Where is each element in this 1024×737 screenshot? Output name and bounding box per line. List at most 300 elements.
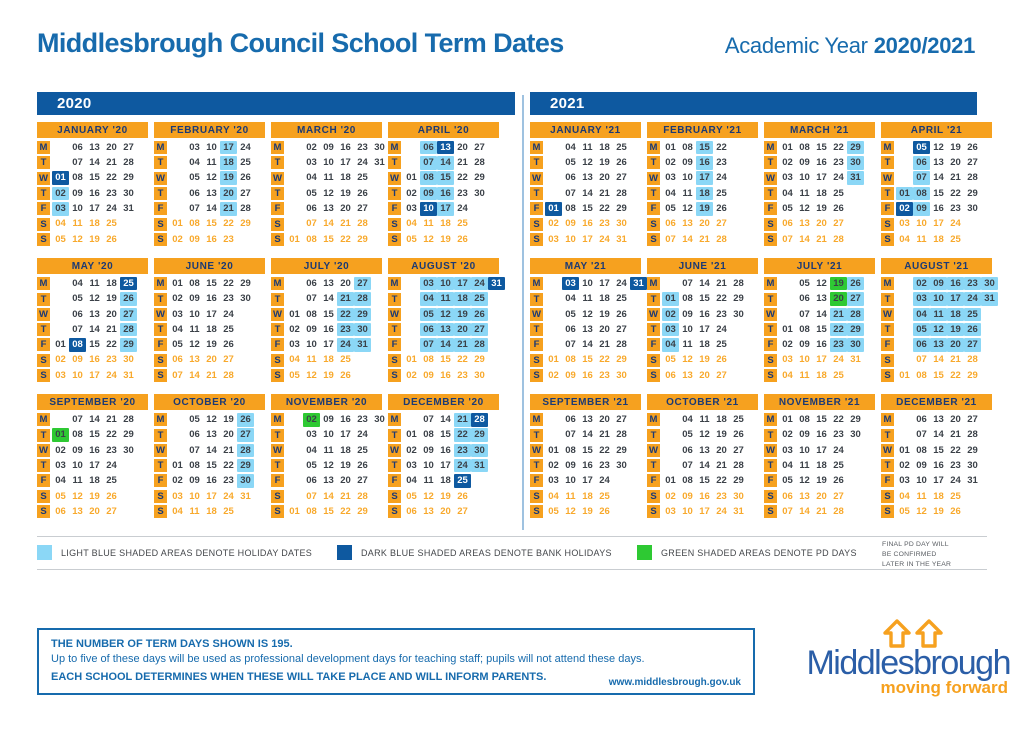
weekday-label: F (764, 338, 777, 351)
weekday-label: F (530, 202, 543, 215)
date-cell: 10 (306, 339, 317, 351)
date-cell: 25 (120, 277, 137, 291)
date-cell: 04 (189, 157, 200, 169)
date-cell: 08 (799, 141, 810, 153)
date-cell: 04 (172, 323, 183, 335)
date-cell: 08 (189, 218, 200, 230)
date-cell: 28 (616, 187, 627, 199)
date-cell: 14 (437, 156, 454, 170)
date-cell: 15 (206, 459, 217, 471)
weekday-row (271, 186, 382, 201)
date-cell: 25 (616, 293, 627, 305)
date-cell: 15 (696, 141, 713, 155)
date-cell: 07 (72, 157, 83, 169)
weekday-row (154, 186, 265, 201)
date-cell: 08 (69, 338, 86, 352)
date-cell: 01 (52, 428, 69, 442)
year-section-2021 (530, 92, 995, 518)
year-section-2020 (37, 92, 515, 518)
date-cell: 17 (440, 459, 451, 471)
weekday-label: W (154, 172, 167, 185)
date-cell: 21 (220, 202, 237, 216)
date-cell: 20 (947, 338, 964, 352)
date-cell: 24 (964, 292, 981, 306)
date-cell: 17 (816, 444, 827, 456)
weekday-label: T (271, 429, 284, 442)
date-cell: 16 (816, 157, 827, 169)
date-cell: 19 (454, 308, 471, 322)
date-cell: 25 (240, 157, 251, 169)
weekday-row (37, 216, 148, 231)
empty-cell (896, 428, 913, 442)
date-cell: 23 (599, 218, 610, 230)
date-cell: 02 (913, 277, 930, 291)
date-cell: 24 (950, 218, 961, 230)
weekday-label: S (154, 218, 167, 231)
date-cell: 06 (420, 323, 437, 337)
date-cell: 21 (950, 354, 961, 366)
date-cell: 27 (240, 187, 251, 199)
date-cell: 27 (847, 292, 864, 306)
weekday-row (271, 155, 385, 170)
date-cell: 11 (699, 414, 710, 426)
date-cell: 04 (899, 490, 910, 502)
date-cell: 03 (899, 475, 910, 487)
empty-cell (896, 323, 913, 337)
date-cell: 23 (716, 490, 727, 502)
weekday-row (154, 489, 265, 504)
weekday-row (37, 368, 148, 383)
date-cell: 12 (206, 172, 217, 184)
weekday-row (271, 140, 385, 155)
month-title: OCTOBER '20 (154, 394, 265, 410)
date-cell: 04 (665, 187, 676, 199)
weekday-row (154, 232, 265, 247)
date-cell: 08 (916, 369, 927, 381)
weekday-row (530, 216, 641, 231)
date-cell: 15 (699, 475, 710, 487)
date-cell: 30 (123, 187, 134, 199)
weekday-label: S (647, 490, 660, 503)
date-cell: 14 (323, 218, 334, 230)
date-cell: 05 (665, 203, 676, 215)
date-cell: 08 (72, 429, 83, 441)
date-cell: 08 (565, 354, 576, 366)
month-block (37, 394, 148, 519)
weekday-label: T (647, 187, 660, 200)
date-cell: 05 (289, 369, 300, 381)
date-cell: 23 (950, 203, 961, 215)
date-cell: 13 (206, 429, 217, 441)
date-cell: 30 (123, 444, 134, 456)
weekday-row (881, 186, 992, 201)
weekday-label: M (37, 413, 50, 426)
weekday-label: F (37, 338, 50, 351)
date-cell: 20 (206, 354, 217, 366)
weekday-label: T (764, 156, 777, 169)
date-cell: 16 (89, 187, 100, 199)
date-cell: 07 (665, 233, 676, 245)
date-cell: 17 (206, 308, 217, 320)
empty-cell (52, 323, 69, 337)
date-cell: 27 (120, 308, 137, 322)
date-cell: 04 (55, 475, 66, 487)
date-cell: 02 (306, 141, 317, 153)
date-cell: 12 (799, 475, 810, 487)
empty-cell (286, 444, 303, 458)
date-cell: 25 (599, 490, 610, 502)
date-cell: 10 (682, 505, 693, 517)
date-cell: 11 (189, 505, 200, 517)
date-cell: 22 (223, 277, 234, 289)
date-cell: 03 (782, 354, 793, 366)
weekday-row (530, 353, 641, 368)
empty-cell (403, 323, 420, 337)
date-cell: 12 (930, 323, 947, 337)
date-cell: 04 (306, 444, 317, 456)
date-cell: 03 (406, 203, 417, 215)
legend-item-bank-holidays (337, 545, 612, 560)
date-cell: 01 (52, 171, 69, 185)
date-cell: 01 (899, 444, 910, 456)
weekday-label: F (271, 202, 284, 215)
date-cell: 24 (106, 203, 117, 215)
month-block (647, 394, 758, 519)
weekday-row (764, 368, 875, 383)
date-cell: 26 (616, 157, 627, 169)
weekday-label: S (388, 233, 401, 246)
date-cell: 29 (123, 429, 134, 441)
date-cell: 15 (89, 172, 100, 184)
date-cell: 22 (950, 369, 961, 381)
month-block (530, 258, 644, 383)
date-cell: 10 (582, 277, 593, 289)
date-cell: 02 (289, 323, 300, 335)
empty-cell (896, 277, 913, 291)
logo-tagline: moving forward (880, 678, 1008, 697)
date-cell: 12 (423, 233, 434, 245)
date-cell: 09 (565, 459, 576, 471)
date-cell: 05 (306, 187, 317, 199)
weekday-row (37, 489, 148, 504)
month-title: OCTOBER '21 (647, 394, 758, 410)
weekday-row (271, 443, 382, 458)
date-cell: 10 (799, 354, 810, 366)
date-cell: 21 (816, 233, 827, 245)
empty-cell (403, 141, 420, 155)
date-cell: 05 (55, 233, 66, 245)
month-title: DECEMBER '20 (388, 394, 499, 410)
date-cell: 24 (454, 459, 471, 473)
date-cell: 19 (699, 354, 710, 366)
weekday-label: W (764, 308, 777, 321)
weekday-row (647, 489, 758, 504)
weekday-row (154, 216, 265, 231)
weekday-row (764, 307, 875, 322)
date-cell: 27 (833, 490, 844, 502)
term-days-info-box (37, 628, 755, 695)
date-cell: 09 (420, 187, 437, 201)
weekday-label: T (37, 293, 50, 306)
date-cell: 26 (716, 203, 727, 215)
date-cell: 30 (967, 203, 978, 215)
legend-label: GREEN SHADED AREAS DENOTE PD DAYS (661, 547, 857, 558)
empty-cell (286, 413, 303, 427)
date-cell: 20 (223, 429, 234, 441)
date-cell: 23 (716, 157, 727, 169)
weekday-label: M (647, 413, 660, 426)
date-cell: 28 (967, 429, 978, 441)
date-cell: 13 (189, 354, 200, 366)
month-title: MARCH '21 (764, 122, 875, 138)
weekday-label: T (764, 293, 777, 306)
date-cell: 04 (548, 490, 559, 502)
date-cell: 09 (189, 475, 200, 487)
date-cell: 15 (323, 505, 334, 517)
date-cell: 18 (89, 218, 100, 230)
date-cell: 07 (423, 414, 434, 426)
date-cell: 28 (354, 292, 371, 306)
weekday-row (388, 353, 499, 368)
weekday-row (388, 186, 499, 201)
date-cell: 05 (420, 308, 437, 322)
weekday-label: F (647, 338, 660, 351)
weekday-label: T (881, 323, 894, 336)
date-cell: 17 (582, 233, 593, 245)
date-cell: 17 (454, 277, 471, 291)
date-cell: 08 (189, 277, 200, 289)
date-cell: 20 (599, 323, 610, 335)
date-cell: 17 (696, 171, 713, 185)
date-cell: 19 (816, 475, 827, 487)
weekday-label: S (37, 369, 50, 382)
date-cell: 13 (437, 323, 454, 337)
date-cell: 11 (682, 187, 693, 199)
date-cell: 16 (699, 308, 710, 320)
empty-cell (52, 292, 69, 306)
date-cell: 01 (172, 218, 183, 230)
date-cell: 14 (440, 414, 451, 426)
date-cell: 06 (782, 490, 793, 502)
weekday-row (271, 368, 382, 383)
weekday-row (271, 412, 385, 427)
weekday-row (881, 412, 992, 427)
date-cell: 11 (72, 218, 83, 230)
date-cell: 24 (833, 172, 844, 184)
council-website-link[interactable]: www.middlesbrough.gov.uk (608, 677, 741, 688)
date-cell: 14 (89, 323, 100, 335)
date-cell: 27 (716, 218, 727, 230)
date-cell: 06 (565, 172, 576, 184)
weekday-label: S (530, 218, 543, 231)
date-cell: 28 (833, 233, 844, 245)
date-cell: 12 (437, 308, 454, 322)
weekday-label: M (154, 277, 167, 290)
date-cell: 21 (830, 308, 847, 322)
date-cell: 11 (799, 369, 810, 381)
weekday-row (764, 201, 875, 216)
date-cell: 24 (337, 338, 354, 352)
date-cell: 03 (420, 277, 437, 291)
date-cell: 11 (916, 233, 927, 245)
empty-cell (545, 428, 562, 442)
month-block (388, 394, 499, 519)
date-cell: 29 (474, 172, 485, 184)
month-block (271, 122, 385, 247)
weekday-row (388, 412, 499, 427)
date-cell: 28 (357, 218, 368, 230)
date-cell: 09 (189, 233, 200, 245)
date-cell: 09 (913, 202, 930, 216)
date-cell: 24 (833, 444, 844, 456)
month-title: JANUARY '21 (530, 122, 641, 138)
date-cell: 28 (716, 233, 727, 245)
date-cell: 15 (816, 414, 827, 426)
date-cell: 26 (471, 308, 488, 322)
date-cell: 24 (599, 233, 610, 245)
date-cell: 09 (799, 429, 810, 441)
date-cell: 06 (916, 414, 927, 426)
date-cell: 19 (106, 293, 117, 305)
weekday-row (530, 412, 641, 427)
date-cell: 05 (782, 475, 793, 487)
weekday-label: T (881, 429, 894, 442)
date-cell: 05 (548, 505, 559, 517)
date-cell: 19 (223, 414, 234, 426)
weekday-row (764, 276, 875, 291)
date-cell: 30 (237, 474, 254, 488)
date-cell: 25 (616, 141, 627, 153)
date-cell: 23 (106, 354, 117, 366)
date-cell: 21 (340, 490, 351, 502)
weekday-label: S (154, 505, 167, 518)
year-divider-line (522, 95, 524, 530)
date-cell: 17 (699, 323, 710, 335)
date-cell: 25 (950, 490, 961, 502)
date-cell: 12 (423, 490, 434, 502)
date-cell: 15 (582, 354, 593, 366)
date-cell: 07 (913, 171, 930, 185)
date-cell: 13 (423, 505, 434, 517)
date-cell: 02 (52, 187, 69, 201)
date-cell: 27 (471, 323, 488, 337)
weekday-label: S (271, 505, 284, 518)
date-cell: 16 (89, 444, 100, 456)
empty-cell (545, 413, 562, 427)
weekday-label: S (764, 233, 777, 246)
weekday-row (647, 140, 758, 155)
empty-cell (896, 308, 913, 322)
date-cell: 18 (206, 505, 217, 517)
date-cell: 05 (406, 233, 417, 245)
date-cell: 05 (782, 203, 793, 215)
date-cell: 29 (240, 277, 251, 289)
date-cell: 16 (947, 277, 964, 291)
date-cell: 10 (916, 475, 927, 487)
weekday-label: S (388, 505, 401, 518)
date-cell: 10 (565, 475, 576, 487)
date-cell: 07 (172, 369, 183, 381)
weekday-label: T (881, 156, 894, 169)
weekday-label: F (881, 202, 894, 215)
weekday-label: M (388, 141, 401, 154)
date-cell: 14 (206, 203, 217, 215)
date-cell: 09 (423, 369, 434, 381)
date-cell: 20 (106, 308, 117, 320)
date-cell: 05 (913, 323, 930, 337)
weekday-row (881, 216, 992, 231)
weekday-row (37, 307, 148, 322)
month-title: NOVEMBER '20 (271, 394, 382, 410)
weekday-label: F (388, 202, 401, 215)
weekday-row (530, 473, 641, 488)
date-cell: 22 (106, 429, 117, 441)
date-cell: 03 (913, 292, 930, 306)
date-cell: 25 (833, 369, 844, 381)
weekday-label: W (530, 308, 543, 321)
weekday-label: F (388, 338, 401, 351)
weekday-label: T (881, 459, 894, 472)
date-cell: 23 (357, 414, 368, 426)
date-cell: 13 (323, 277, 334, 289)
date-cell: 14 (699, 459, 710, 471)
date-cell: 23 (599, 369, 610, 381)
date-cell: 18 (89, 475, 100, 487)
weekday-row (37, 291, 148, 306)
weekday-row (37, 186, 148, 201)
weekday-label: M (154, 413, 167, 426)
date-cell: 08 (682, 141, 693, 153)
weekday-label: T (388, 156, 401, 169)
weekday-row (764, 504, 875, 519)
empty-cell (896, 353, 913, 367)
weekday-label: M (881, 141, 894, 154)
date-cell: 25 (833, 459, 844, 471)
date-cell: 14 (799, 505, 810, 517)
date-cell: 06 (565, 323, 576, 335)
date-cell: 26 (237, 413, 254, 427)
date-cell: 24 (457, 203, 468, 215)
date-cell: 21 (950, 172, 961, 184)
date-cell: 29 (237, 459, 254, 473)
date-cell: 03 (289, 339, 300, 351)
date-cell: 13 (816, 293, 827, 305)
month-block (154, 394, 265, 519)
date-cell: 21 (950, 429, 961, 441)
empty-cell (545, 187, 562, 201)
date-cell: 13 (72, 505, 83, 517)
date-cell: 07 (72, 323, 83, 335)
date-cell: 26 (733, 429, 744, 441)
date-cell: 11 (72, 475, 83, 487)
date-cell: 21 (599, 339, 610, 351)
weekday-label: W (388, 172, 401, 185)
date-cell: 31 (488, 277, 505, 291)
date-cell: 07 (72, 414, 83, 426)
date-cell: 13 (89, 308, 100, 320)
date-cell: 28 (471, 338, 488, 352)
date-cell: 26 (964, 323, 981, 337)
date-cell: 21 (816, 505, 827, 517)
weekday-label: W (647, 308, 660, 321)
date-cell: 21 (599, 429, 610, 441)
date-cell: 04 (306, 172, 317, 184)
date-cell: 19 (933, 505, 944, 517)
weekday-row (530, 368, 641, 383)
date-cell: 07 (916, 429, 927, 441)
date-cell: 05 (189, 414, 200, 426)
date-cell: 25 (340, 354, 351, 366)
